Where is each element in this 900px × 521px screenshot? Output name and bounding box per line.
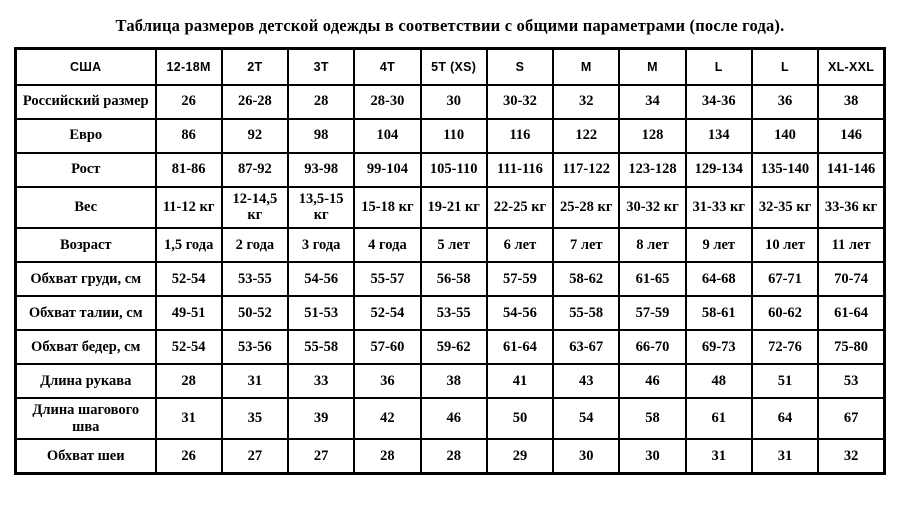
table-row (16, 85, 885, 119)
table-cell: 5 лет (421, 228, 487, 262)
table-cell: 110 (421, 119, 487, 153)
table-cell: 30 (619, 439, 685, 473)
table-cell: 46 (421, 398, 487, 439)
column-header: M (619, 49, 685, 85)
column-header: L (686, 49, 752, 85)
size-table-head (16, 49, 885, 85)
table-cell: 104 (354, 119, 420, 153)
table-cell: 53-56 (222, 330, 288, 364)
table-cell: 25-28 кг (553, 187, 619, 228)
table-cell: 60-62 (752, 296, 818, 330)
table-cell: 56-58 (421, 262, 487, 296)
table-row (16, 296, 885, 330)
table-cell: 141-146 (818, 153, 884, 187)
table-cell: 53 (818, 364, 884, 398)
table-cell: 33-36 кг (818, 187, 884, 228)
row-label: Обхват груди, см (16, 262, 156, 296)
table-cell: 116 (487, 119, 553, 153)
table-cell: 129-134 (686, 153, 752, 187)
row-label: Возраст (16, 228, 156, 262)
table-cell: 92 (222, 119, 288, 153)
table-cell: 10 лет (752, 228, 818, 262)
table-cell: 67-71 (752, 262, 818, 296)
table-cell: 43 (553, 364, 619, 398)
table-cell: 51 (752, 364, 818, 398)
table-cell: 54-56 (288, 262, 354, 296)
column-header: L (752, 49, 818, 85)
table-cell: 86 (156, 119, 222, 153)
table-row (16, 364, 885, 398)
table-cell: 33 (288, 364, 354, 398)
column-header: 2T (222, 49, 288, 85)
table-cell: 57-59 (619, 296, 685, 330)
table-cell: 49-51 (156, 296, 222, 330)
table-cell: 98 (288, 119, 354, 153)
row-label: Длина шагового шва (16, 398, 156, 439)
row-label: Обхват бедер, см (16, 330, 156, 364)
table-cell: 4 года (354, 228, 420, 262)
table-cell: 128 (619, 119, 685, 153)
table-cell: 34 (619, 85, 685, 119)
table-cell: 32 (818, 439, 884, 473)
table-cell: 32 (553, 85, 619, 119)
table-cell: 55-57 (354, 262, 420, 296)
table-cell: 13,5-15 кг (288, 187, 354, 228)
table-cell: 50 (487, 398, 553, 439)
table-cell: 93-98 (288, 153, 354, 187)
table-cell: 111-116 (487, 153, 553, 187)
table-cell: 99-104 (354, 153, 420, 187)
table-cell: 57-60 (354, 330, 420, 364)
table-cell: 34-36 (686, 85, 752, 119)
table-cell: 64 (752, 398, 818, 439)
table-cell: 38 (818, 85, 884, 119)
table-cell: 8 лет (619, 228, 685, 262)
column-header: XL-XXL (818, 49, 884, 85)
size-table-head-row (16, 49, 885, 85)
table-cell: 122 (553, 119, 619, 153)
table-cell: 42 (354, 398, 420, 439)
table-cell: 28 (156, 364, 222, 398)
table-cell: 50-52 (222, 296, 288, 330)
table-cell: 41 (487, 364, 553, 398)
table-cell: 69-73 (686, 330, 752, 364)
table-cell: 31 (156, 398, 222, 439)
table-cell: 105-110 (421, 153, 487, 187)
table-cell: 146 (818, 119, 884, 153)
size-table-body (16, 85, 885, 474)
table-cell: 35 (222, 398, 288, 439)
table-cell: 1,5 года (156, 228, 222, 262)
table-cell: 81-86 (156, 153, 222, 187)
table-cell: 31 (222, 364, 288, 398)
table-cell: 46 (619, 364, 685, 398)
table-cell: 3 года (288, 228, 354, 262)
table-cell: 66-70 (619, 330, 685, 364)
table-cell: 55-58 (553, 296, 619, 330)
table-cell: 134 (686, 119, 752, 153)
table-cell: 70-74 (818, 262, 884, 296)
table-cell: 26 (156, 439, 222, 473)
table-cell: 12-14,5 кг (222, 187, 288, 228)
table-cell: 140 (752, 119, 818, 153)
table-cell: 27 (222, 439, 288, 473)
table-cell: 19-21 кг (421, 187, 487, 228)
table-cell: 61-64 (487, 330, 553, 364)
table-cell: 54 (553, 398, 619, 439)
column-header: 3T (288, 49, 354, 85)
table-cell: 9 лет (686, 228, 752, 262)
table-cell: 30 (553, 439, 619, 473)
table-cell: 58 (619, 398, 685, 439)
table-cell: 30 (421, 85, 487, 119)
table-cell: 26 (156, 85, 222, 119)
table-row (16, 187, 885, 228)
table-cell: 58-61 (686, 296, 752, 330)
page-title: Таблица размеров детской одежды в соответствии с общими параметрами (после года). (115, 16, 785, 35)
table-cell: 59-62 (421, 330, 487, 364)
table-cell: 22-25 кг (487, 187, 553, 228)
table-row (16, 153, 885, 187)
table-cell: 30-32 кг (619, 187, 685, 228)
size-table (14, 47, 886, 475)
table-row (16, 398, 885, 439)
table-cell: 28-30 (354, 85, 420, 119)
table-row (16, 119, 885, 153)
table-cell: 117-122 (553, 153, 619, 187)
table-cell: 6 лет (487, 228, 553, 262)
table-cell: 61 (686, 398, 752, 439)
row-label: Евро (16, 119, 156, 153)
table-cell: 53-55 (421, 296, 487, 330)
table-cell: 2 года (222, 228, 288, 262)
table-cell: 48 (686, 364, 752, 398)
table-cell: 11-12 кг (156, 187, 222, 228)
table-cell: 123-128 (619, 153, 685, 187)
table-row (16, 228, 885, 262)
column-header: 12-18M (156, 49, 222, 85)
table-cell: 31-33 кг (686, 187, 752, 228)
table-cell: 63-67 (553, 330, 619, 364)
table-cell: 67 (818, 398, 884, 439)
row-label: Российский размер (16, 85, 156, 119)
table-cell: 7 лет (553, 228, 619, 262)
row-label: Рост (16, 153, 156, 187)
table-cell: 52-54 (354, 296, 420, 330)
table-cell: 28 (421, 439, 487, 473)
row-label-column-header: США (16, 49, 156, 85)
column-header: S (487, 49, 553, 85)
table-row (16, 330, 885, 364)
table-cell: 28 (354, 439, 420, 473)
table-cell: 27 (288, 439, 354, 473)
table-cell: 52-54 (156, 330, 222, 364)
table-cell: 31 (686, 439, 752, 473)
table-cell: 31 (752, 439, 818, 473)
table-row (16, 439, 885, 473)
table-cell: 32-35 кг (752, 187, 818, 228)
table-cell: 15-18 кг (354, 187, 420, 228)
table-cell: 87-92 (222, 153, 288, 187)
table-cell: 61-65 (619, 262, 685, 296)
table-cell: 58-62 (553, 262, 619, 296)
column-header: M (553, 49, 619, 85)
table-cell: 72-76 (752, 330, 818, 364)
table-cell: 29 (487, 439, 553, 473)
table-cell: 36 (752, 85, 818, 119)
column-header: 5T (XS) (421, 49, 487, 85)
row-label: Обхват шеи (16, 439, 156, 473)
row-label: Длина рукава (16, 364, 156, 398)
table-cell: 61-64 (818, 296, 884, 330)
table-cell: 57-59 (487, 262, 553, 296)
table-cell: 26-28 (222, 85, 288, 119)
table-cell: 64-68 (686, 262, 752, 296)
table-cell: 30-32 (487, 85, 553, 119)
row-label: Вес (16, 187, 156, 228)
table-cell: 11 лет (818, 228, 884, 262)
table-cell: 135-140 (752, 153, 818, 187)
table-cell: 54-56 (487, 296, 553, 330)
row-label: Обхват талии, см (16, 296, 156, 330)
table-cell: 52-54 (156, 262, 222, 296)
table-cell: 39 (288, 398, 354, 439)
table-cell: 53-55 (222, 262, 288, 296)
table-cell: 75-80 (818, 330, 884, 364)
table-cell: 28 (288, 85, 354, 119)
table-row (16, 262, 885, 296)
table-cell: 55-58 (288, 330, 354, 364)
table-cell: 36 (354, 364, 420, 398)
table-cell: 51-53 (288, 296, 354, 330)
table-cell: 38 (421, 364, 487, 398)
column-header: 4T (354, 49, 420, 85)
